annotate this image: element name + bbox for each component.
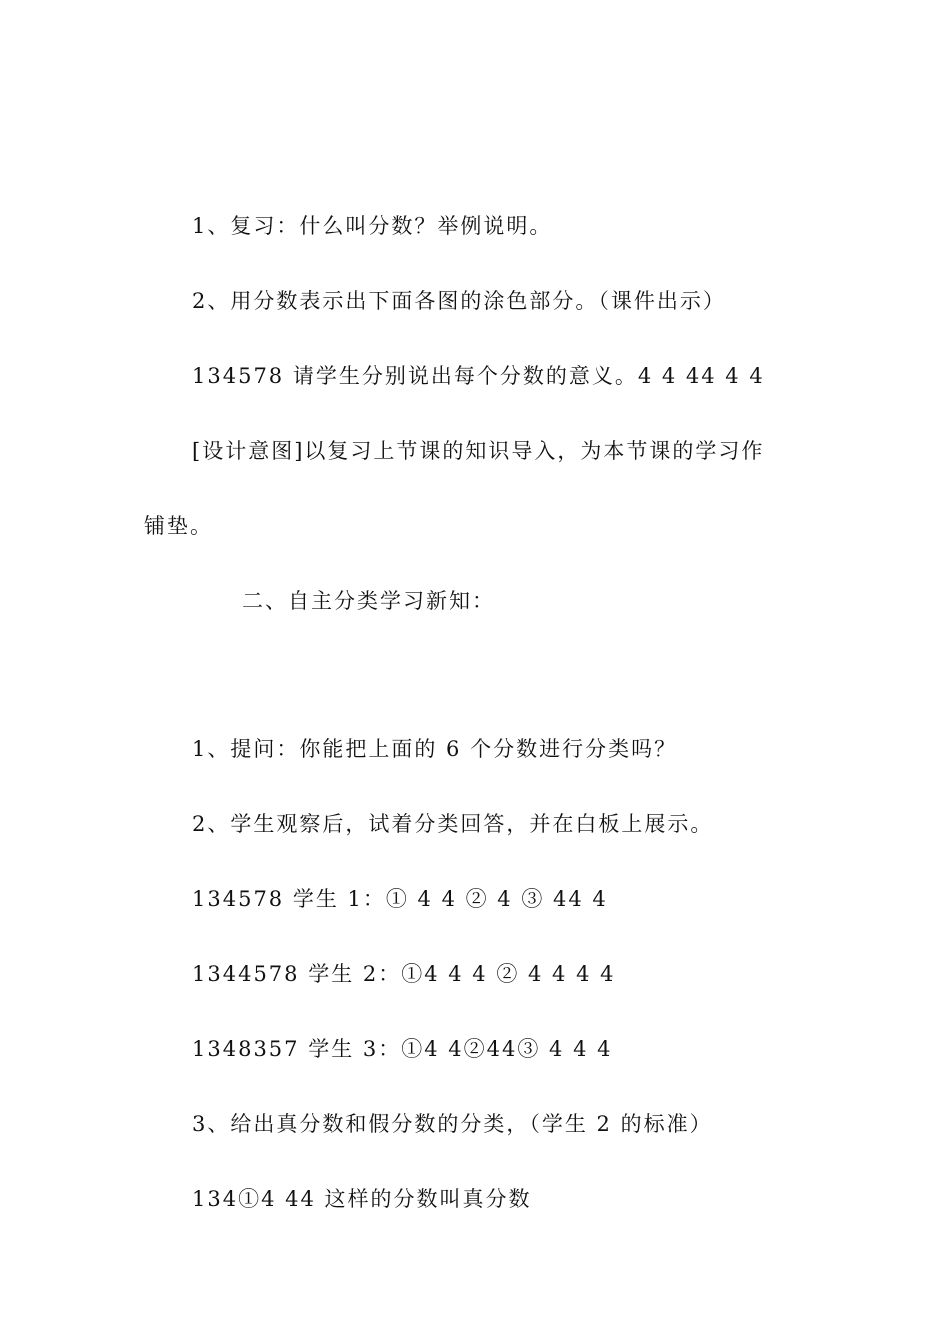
proper-fraction-line: 134①4 44 这样的分数叫真分数: [192, 1187, 532, 1211]
classify-question: 1、提问：你能把上面的 6 个分数进行分类吗？: [192, 737, 678, 761]
student-3-answer: 1348357 学生 3：①4 4②44③ 4 4 4: [192, 1037, 613, 1061]
section-heading: 二、自主分类学习新知：: [242, 589, 495, 613]
student-1-answer: 134578 学生 1：① 4 4 ② 4 ③ 44 4: [192, 887, 608, 911]
review-question: 1、复习：什么叫分数？举例说明。: [192, 214, 553, 238]
classification-line: 3、给出真分数和假分数的分类，（学生 2 的标准）: [192, 1112, 713, 1136]
fraction-meaning-line: 134578 请学生分别说出每个分数的意义。4 4 44 4 4: [192, 364, 765, 388]
student-observe-line: 2、学生观察后，试着分类回答，并在白板上展示。: [192, 812, 714, 836]
design-intent-line: [设计意图]以复习上节课的知识导入，为本节课的学习作: [192, 439, 765, 463]
student-2-answer: 1344578 学生 2：①4 4 4 ② 4 4 4 4: [192, 962, 616, 986]
fraction-shading-task: 2、用分数表示出下面各图的涂色部分。（课件出示）: [192, 289, 726, 313]
design-intent-continuation: 铺垫。: [144, 514, 213, 538]
